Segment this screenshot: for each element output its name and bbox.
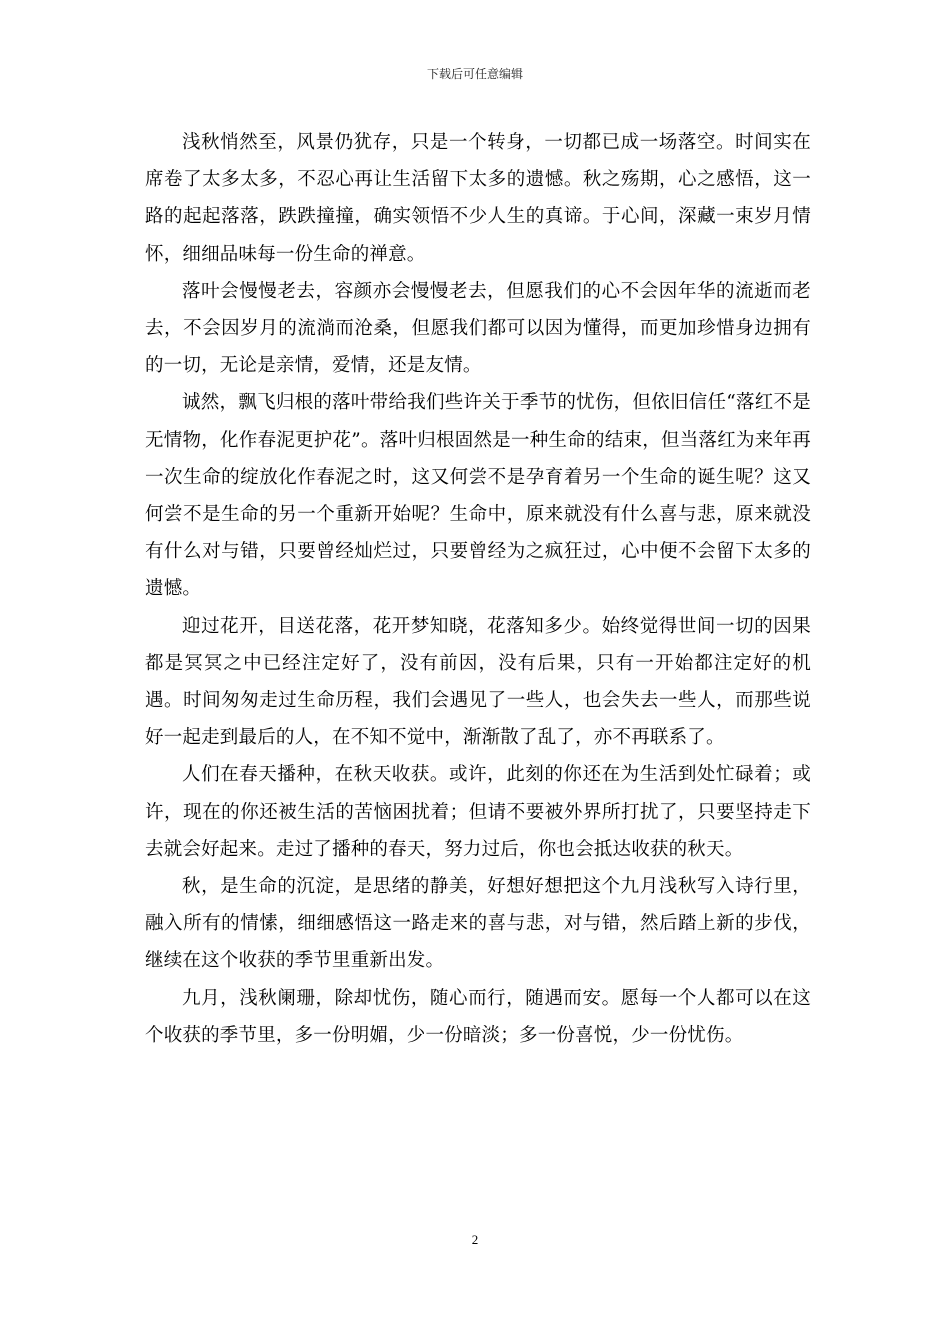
paragraph-1: 浅秋悄然至，风景仍犹存，只是一个转身，一切都已成一场落空。时间实在席卷了太多太多，不忍心再让生活留下太多的遗憾。秋之殇期，心之感悟，这一路的起起落落，跌跌撞撞，确实领悟不少人生的真谛。于心间，深藏一束岁月情怀，细细品味每一份生命的禅意。: [145, 132, 811, 265]
page-header-note: 下载后可任意编辑: [426, 67, 523, 81]
paragraph-3: 诚然，飘飞归根的落叶带给我们些许关于季节的忧伤，但依旧信任“落红不是无情物，化作春泥更护花”。落叶归根固然是一种生命的结束，但当落红为来年再一次生命的绽放化作春泥之时，这又何尝不是孕育着另一个生命的诞生呢？这又何尝不是生命的另一个重新开始呢？生命中，原来就没有什么喜与悲，原来就没有什么对与错，只要曾经灿烂过，只要曾经为之疯狂过，心中便不会留下太多的遗憾。: [145, 392, 811, 600]
paragraph-5: 人们在春天播种，在秋天收获。或许，此刻的你还在为生活到处忙碌着；或许，现在的你还被生活的苦恼困扰着；但请不要被外界所打扰了，只要坚持走下去就会好起来。走过了播种的春天，努力过后，你也会抵达收获的秋天。: [145, 764, 811, 860]
page-number: 2: [471, 1232, 479, 1247]
document-body: [145, 124, 811, 1054]
paragraph-6: 秋，是生命的沉淀，是思绪的静美，好想好想把这个九月浅秋写入诗行里，融入所有的情愫，细细感悟这一路走来的喜与悲，对与错，然后踏上新的步伐，继续在这个收获的季节里重新出发。: [145, 876, 811, 972]
paragraph-2: 落叶会慢慢老去，容颜亦会慢慢老去，但愿我们的心不会因年华的流逝而老去，不会因岁月的流淌而沧桑，但愿我们都可以因为懂得，而更加珍惜身边拥有的一切，无论是亲情，爱情，还是友情。: [145, 280, 811, 377]
paragraph-7: 九月，浅秋阑珊，除却忧伤，随心而行，随遇而安。愿每一个人都可以在这个收获的季节里，多一份明媚，少一份暗淡；多一份喜悦，少一份忧伤。: [145, 987, 811, 1046]
paragraph-4: 迎过花开，目送花落，花开梦知晓，花落知多少。始终觉得世间一切的因果都是冥冥之中已经注定好了，没有前因，没有后果，只有一开始都注定好的机遇。时间匆匆走过生命历程，我们会遇见了一些人，也会失去一些人，而那些说好一起走到最后的人，在不知不觉中，渐渐散了乱了，亦不再联系了。: [145, 615, 811, 749]
